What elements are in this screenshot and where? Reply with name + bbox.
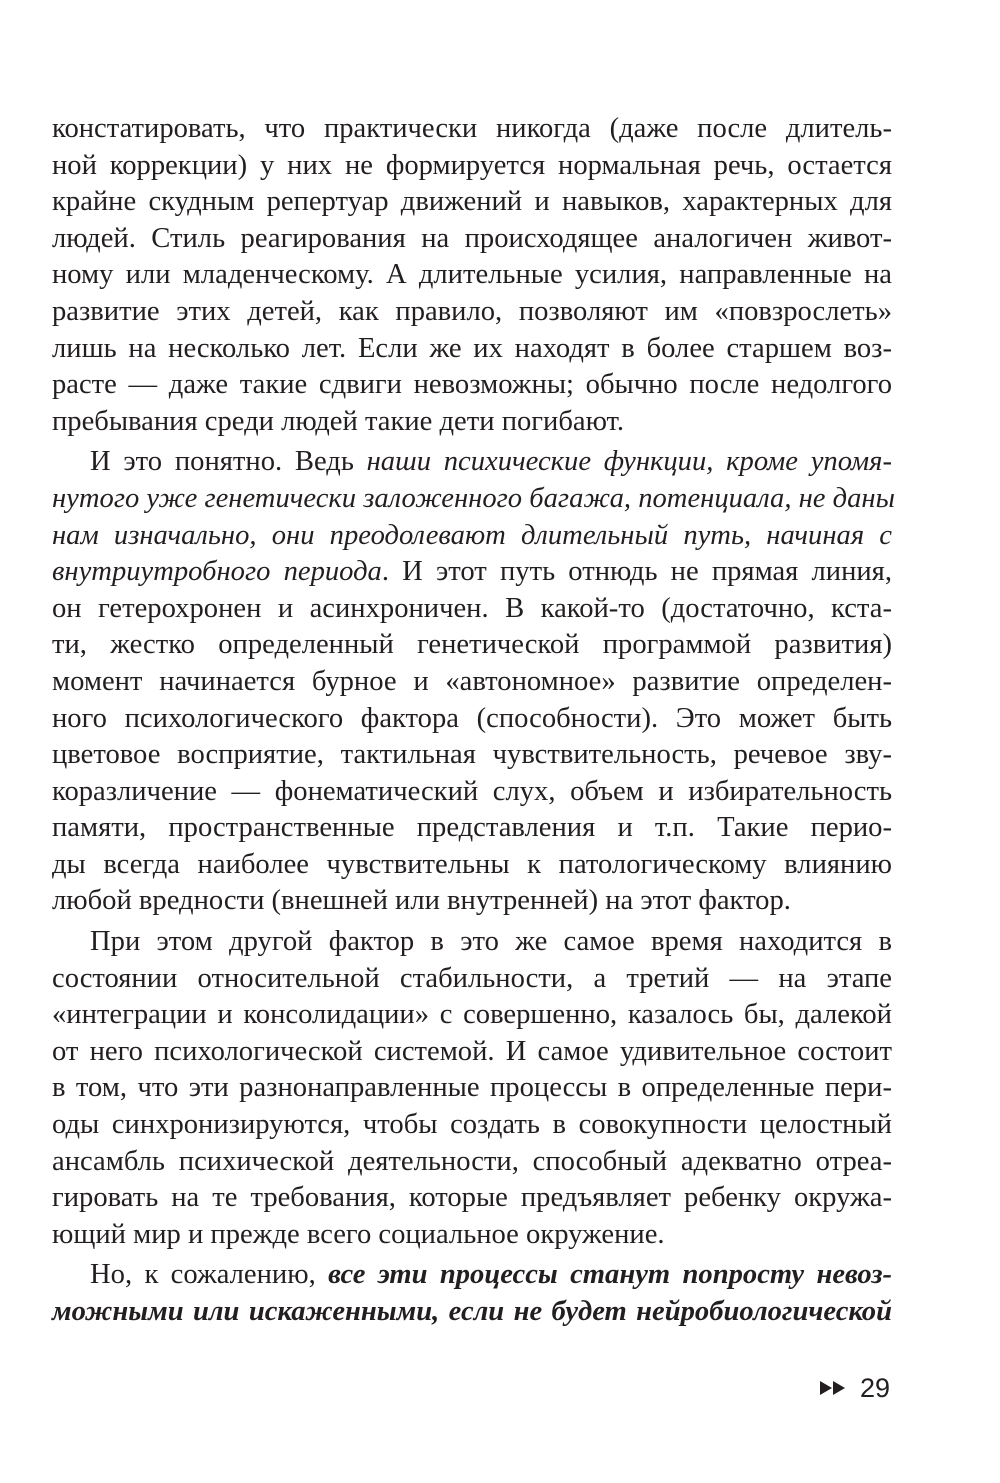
text-line bbox=[52, 481, 895, 518]
italic-emphasis: нутого уже генетически заложенного багажа, потенциала, не даны bbox=[52, 482, 895, 514]
text-line: «интеграции и консолидации» с совершенно, казалось бы, далекой bbox=[52, 999, 892, 1031]
text-line: крайне скудным репертуар движений и навыков, характерных для bbox=[52, 186, 892, 218]
text-line: развитие этих детей, как правило, позволяют им «повзрослеть» bbox=[52, 295, 892, 327]
page-body bbox=[52, 111, 895, 1331]
text-line: ной коррекции) у них не формируется нормальная речь, остается bbox=[52, 149, 892, 181]
text-line: он гетерохронен и асинхроничен. В какой-то (достаточно, кста- bbox=[52, 592, 892, 624]
text-line: любой вредности (внешней или внутренней) на этот фактор. bbox=[52, 885, 791, 917]
plain-text: И это понятно. Ведь bbox=[90, 446, 367, 478]
text-line bbox=[52, 554, 892, 591]
italic-emphasis: наши психические функции, кроме упомя- bbox=[366, 446, 892, 478]
text-line: констатировать, что практически никогда (даже после длитель- bbox=[52, 113, 892, 144]
paragraph-4 bbox=[52, 1257, 892, 1330]
text-line: в том, что эти разнонаправленные процессы в определенные пери- bbox=[52, 1072, 892, 1104]
text-line bbox=[52, 1294, 892, 1331]
text-line: от него психологической системой. И самое удивительное состоит bbox=[52, 1035, 892, 1067]
plain-text: . И этот путь отнюдь не прямая линия, bbox=[381, 556, 892, 588]
text-line: людей. Стиль реагирования на происходящее аналогичен живот- bbox=[52, 222, 892, 254]
paragraph-1 bbox=[52, 111, 892, 440]
text-line: коразличение — фонематический слух, объем и избирательность bbox=[52, 775, 892, 807]
text-line: гировать на те требования, которые предъявляет ребенку окружа- bbox=[52, 1182, 892, 1214]
text-line: памяти, пространственные представления и т.п. Такие перио- bbox=[52, 812, 892, 844]
text-line: оды синхронизируются, чтобы создать в совокупности целостный bbox=[52, 1109, 892, 1141]
text-line: При этом другой фактор в это же самое время находится в bbox=[90, 926, 892, 958]
page-footer bbox=[818, 1368, 890, 1408]
text-line: ти, жестко определенный генетической программой развития) bbox=[52, 629, 892, 661]
italic-emphasis: внутриутробного периода bbox=[52, 556, 382, 588]
text-line: цветовое восприятие, тактильная чувствительность, речевое зву- bbox=[52, 739, 892, 771]
text-line: ному или младенческому. А длительные усилия, направленные на bbox=[52, 259, 892, 291]
text-line bbox=[52, 1257, 892, 1294]
bold-italic-emphasis: можными или искаженными, если не будет нейробиологической bbox=[52, 1296, 892, 1327]
italic-emphasis: нам изначально, они преодолевают длительный путь, начиная с bbox=[52, 519, 892, 551]
plain-text: Но, к сожалению, bbox=[90, 1259, 329, 1291]
bold-italic-emphasis: все эти процессы станут попросту невоз- bbox=[328, 1259, 893, 1291]
page-number: 29 bbox=[860, 1372, 891, 1403]
text-line: лишь на несколько лет. Если же их находят в более старшем воз- bbox=[52, 332, 892, 364]
paragraph-2 bbox=[52, 444, 895, 920]
text-line: состоянии относительной стабильности, а третий — на этапе bbox=[52, 962, 892, 994]
paragraph-3 bbox=[52, 924, 892, 1253]
text-line bbox=[52, 518, 892, 555]
text-line: расте — даже такие сдвиги невозможны; обычно после недолгого bbox=[52, 369, 892, 401]
text-line: ды всегда наиболее чувствительны к патологическому влиянию bbox=[52, 848, 892, 880]
text-line: ного психологического фактора (способности). Это может быть bbox=[52, 702, 892, 734]
text-line: пребывания среди людей такие дети погибают. bbox=[52, 405, 625, 437]
double-right-triangle-icon bbox=[818, 1379, 848, 1397]
text-line: ансамбль психической деятельности, способный адекватно отреа- bbox=[52, 1145, 892, 1177]
text-line: ющий мир и прежде всего социальное окружение. bbox=[52, 1218, 665, 1250]
text-line: момент начинается бурное и «автономное» развитие определен- bbox=[52, 665, 892, 697]
text-line bbox=[52, 444, 892, 481]
